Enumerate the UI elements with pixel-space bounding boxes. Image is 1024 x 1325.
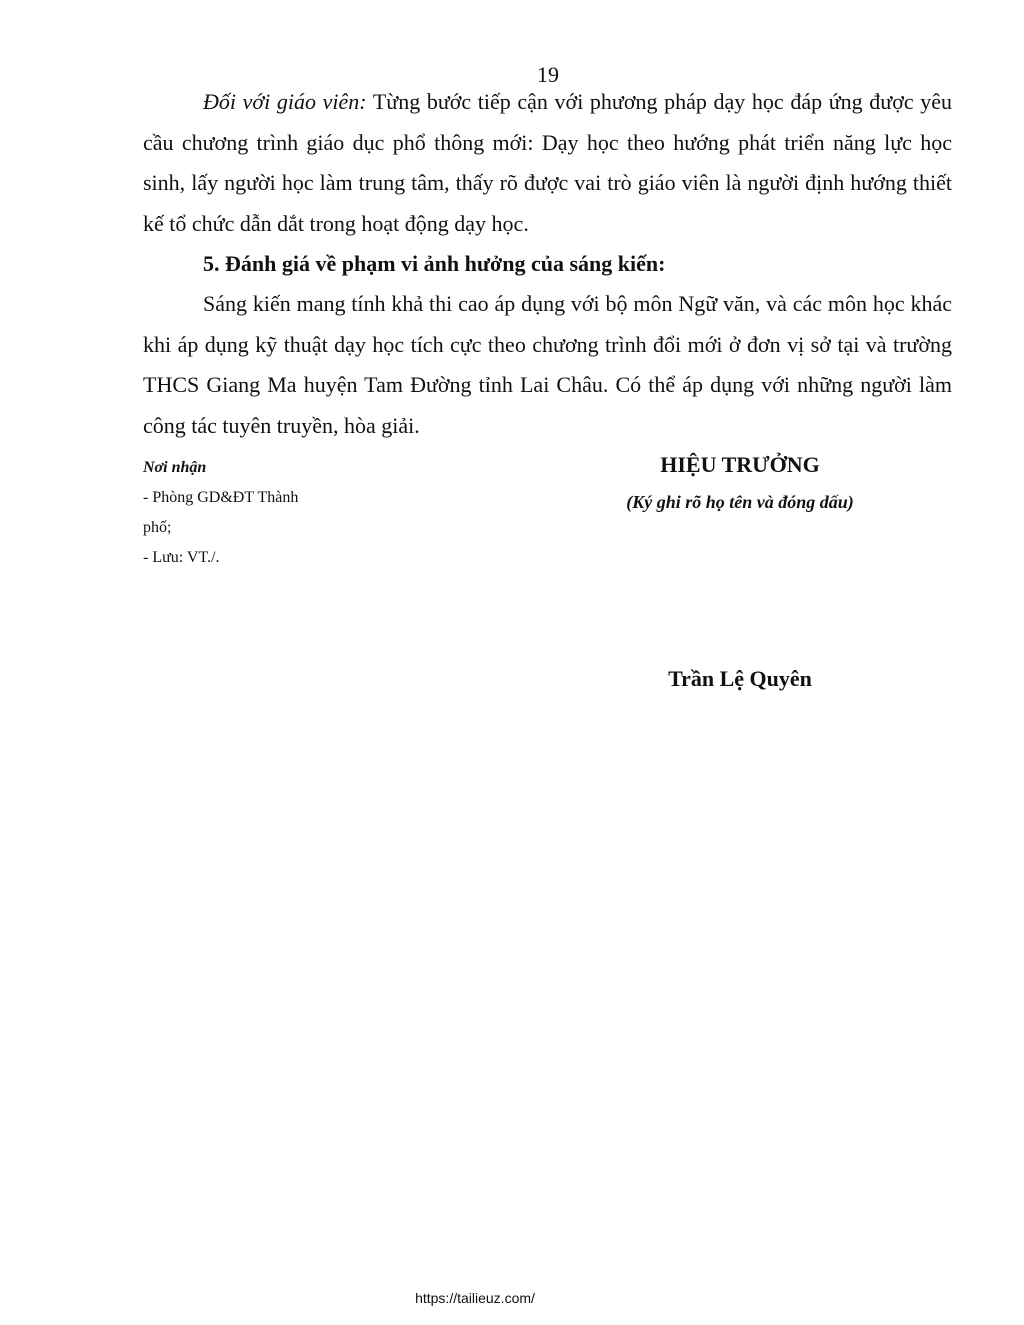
recipient-line: phố; [143,519,172,536]
scope-text: Sáng kiến mang tính khả thi cao áp dụng với bộ môn Ngữ văn, và các môn học khác khi áp dụng kỹ thuật dạy học tích cực theo chương trình đổi mới ở đơn vị sở tại và trường THCS Giang Ma huyện Tam Đường tỉnh Lai Châu. Có thể áp dụng với những người làm công tác tuyên truyền, hòa giải. [143,291,952,438]
signature-title: HIỆU TRƯỞNG [660,452,820,477]
recipients-title: Nơi nhận [143,459,207,476]
teachers-label: Đối với giáo viên: [203,89,367,114]
paragraph-teachers [143,82,952,244]
teachers-text: Từng bước tiếp cận với phương pháp dạy học đáp ứng được yêu cầu chương trình giáo dục phổ thông mới: Dạy học theo hướng phát triển năng lực học sinh, lấy người học làm trung tâm, thấy rõ được vai trò giáo viên là người định hướng thiết kế tổ chức dẫn dắt trong hoạt động dạy học. [143,89,952,236]
signature-name: Trần Lệ Quyên [668,666,812,691]
page-number: 19 [537,62,559,87]
paragraph-scope [143,284,952,446]
signature-note: (Ký ghi rõ họ tên và đóng dấu) [626,492,854,512]
recipient-line: - Phòng GD&ĐT Thành [143,489,299,506]
footer-url[interactable]: https://tailieuz.com/ [415,1290,535,1306]
recipient-line: - Lưu: VT./. [143,549,220,566]
section-heading: 5. Đánh giá về phạm vi ảnh hưởng của sáng kiến: [203,251,666,276]
recipients-block [143,453,343,573]
